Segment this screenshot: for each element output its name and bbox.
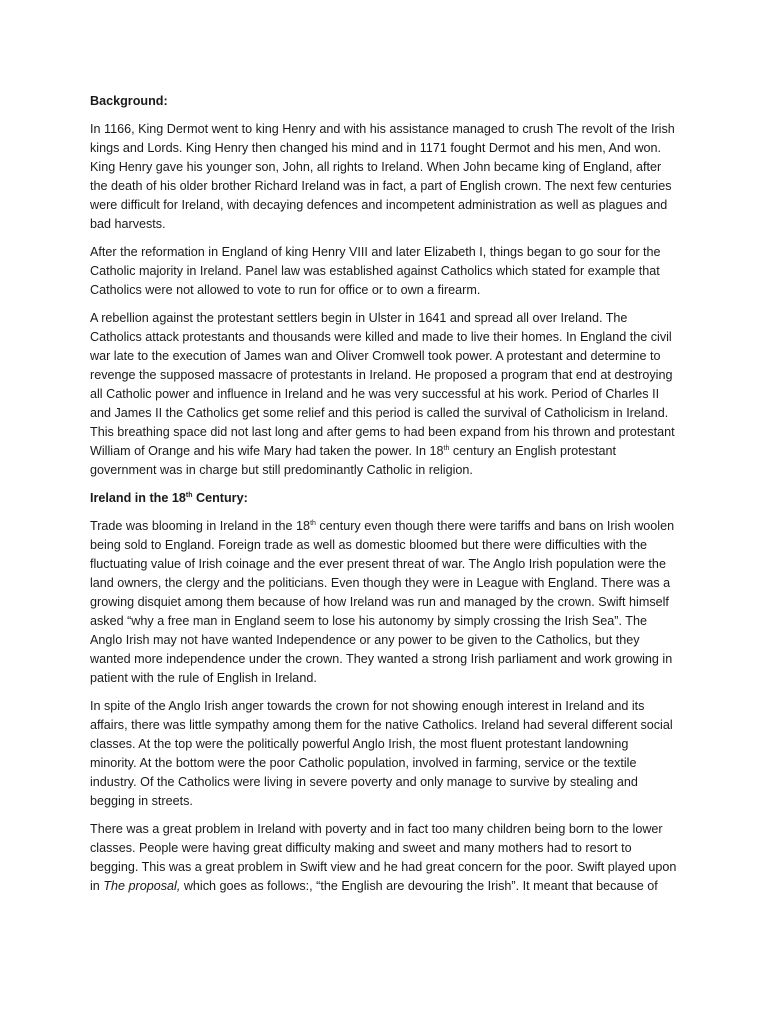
paragraph-6	[90, 820, 678, 896]
italic-title-the-proposal: The proposal,	[103, 879, 181, 893]
heading-18th-century	[90, 489, 678, 508]
paragraph-6-text-a: There was a great problem in Ireland with poverty and in fact too many children being born to the lower classes. People were having great difficulty making and sweet and many mothers had to resort to begging. This was a great problem in Swift view and he had great concern for the poor. Swift played upon in	[90, 822, 677, 893]
paragraph-5: In spite of the Anglo Irish anger towards the crown for not showing enough interest in Ireland and its affairs, there was little sympathy among them for the native Catholics. Ireland had several different social classes. At the top were the politically powerful Anglo Irish, the most fluent protestant landowning minority. At the bottom were the poor Catholic population, involved in farming, service or the textile industry. Of the Catholics were living in severe poverty and only manage to survive by stealing and begging in streets.	[90, 699, 673, 808]
superscript-th: th	[310, 519, 316, 527]
superscript-th: th	[185, 491, 193, 499]
paragraph-3	[90, 309, 678, 480]
superscript-th: th	[443, 444, 450, 452]
paragraph-3-text-b: century an English protestant government was in charge but still predominantly Catholic in religion.	[90, 444, 616, 477]
paragraph-2: After the reformation in England of king Henry VIII and later Elizabeth I, things began to go sour for the Catholic majority in Ireland. Panel law was established against Catholics which stated for example that Catholics were not allowed to vote to run for office or to own a firearm.	[90, 245, 661, 297]
paragraph-3-text-a: A rebellion against the protestant settlers begin in Ulster in 1641 and spread all over Ireland. The Catholics attack protestants and thousands were killed and made to live their homes. In England the civil war late to the execution of James wan and Oliver Cromwell took power. A protestant and determine to revenge the supposed massacre of protestants in Ireland. He proposed a program that end at destroying all Catholic power and influence in Ireland and he was very successful at his work. Period of Charles II and James II the Catholics get some relief and this period is called the survival of Catholicism in Ireland. This breathing space did not last long and after gems to had been expand from his thrown and protestant William of Orange and his wife Mary had taken the power. In 18	[90, 311, 675, 458]
heading-background: Background:	[90, 94, 168, 108]
heading-18th-text-b: Century:	[192, 491, 248, 505]
paragraph-1: In 1166, King Dermot went to king Henry and with his assistance managed to crush The revolt of the Irish kings and Lords. King Henry then changed his mind and in 1171 fought Dermot and his men, And won. King Henry gave his younger son, John, all rights to Ireland. When John became king of England, after the death of his older brother Richard Ireland was in fact, a part of English crown. The next few centuries were difficult for Ireland, with decaying defences and incompetent administration as well as plagues and bad harvests.	[90, 122, 675, 231]
paragraph-4-text-a: Trade was blooming in Ireland in the 18	[90, 519, 311, 533]
paragraph-4	[90, 517, 678, 688]
heading-18th-text-a: Ireland in the 18	[90, 491, 186, 505]
paragraph-4-text-b: century even though there were tariffs and bans on Irish woolen being sold to England. Foreign trade as well as domestic bloomed but there were difficulties with the fluctuating value of Irish coinage and the ever present threat of war. The Anglo Irish population were the land owners, the clergy and the politicians. Even though they were in League with England. There was a growing disquiet among them because of how Ireland was run and managed by the crown. Swift himself asked “why a free man in England seem to lose his autonomy by simply crossing the Irish Sea”. The Anglo Irish may not have wanted Independence or any power to be given to the Catholics, but they wanted more independence under the crown. They wanted a strong Irish parliament and work growing in patient with the rule of English in Ireland.	[90, 519, 675, 685]
paragraph-6-text-b: which goes as follows:, “the English are devouring the Irish”. It meant that because of	[180, 879, 658, 893]
